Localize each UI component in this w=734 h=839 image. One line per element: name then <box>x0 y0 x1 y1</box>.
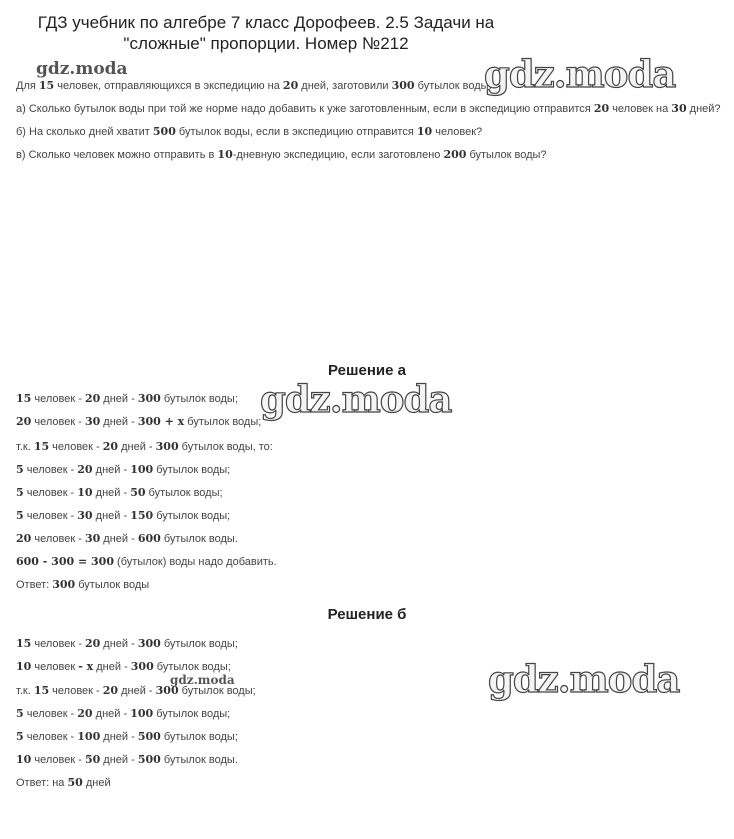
math-number: 300 <box>137 637 161 650</box>
math-number: 10 <box>217 148 233 161</box>
text-span: бутылок воды; <box>160 731 238 743</box>
math-number: 500 <box>152 125 176 138</box>
math-number: 10 <box>77 486 93 499</box>
text-span: (бутылок) воды надо добавить. <box>114 556 277 568</box>
math-number: 300 <box>391 79 415 92</box>
math-number: 300 <box>130 660 154 673</box>
text-span: человек - <box>31 533 85 545</box>
math-number: 600 - 300 = 300 <box>16 555 114 568</box>
text-span: бутылок воды; <box>153 661 231 673</box>
math-number: 300 <box>137 392 161 405</box>
text-span: человек? <box>432 126 483 138</box>
text-span: бутылок воды; <box>153 464 231 476</box>
math-number: 20 <box>84 637 101 650</box>
watermark-logo: gdz.moda <box>260 377 452 421</box>
problem-line <box>16 79 492 92</box>
text-span: человек на <box>609 103 672 115</box>
text-span: в) Сколько человек можно отправить в <box>16 149 218 161</box>
math-number: 100 <box>130 463 154 476</box>
math-number: 10 <box>16 753 32 766</box>
math-number: 100 <box>77 730 101 743</box>
text-span: бутылок воды? <box>466 149 547 161</box>
text-span: бутылок воды; <box>184 416 262 428</box>
text-span: человек - <box>31 638 85 650</box>
solution-line <box>16 555 277 568</box>
math-number: 200 <box>443 148 467 161</box>
text-span: человек - <box>31 416 85 428</box>
page-title-line-2: "сложные" пропорции. Номер №212 <box>123 34 409 53</box>
math-number: 5 <box>16 509 24 522</box>
math-number: 5 <box>16 463 24 476</box>
solution-line <box>16 392 238 405</box>
text-span: дней? <box>686 103 721 115</box>
text-span: бутылок воды; <box>153 510 231 522</box>
solution-answer <box>16 578 149 591</box>
problem-line <box>16 102 721 115</box>
math-number: 30 <box>671 102 687 115</box>
text-span: дней - <box>100 638 138 650</box>
math-number: 20 <box>102 684 119 697</box>
text-span: человек - <box>23 464 78 476</box>
math-number: 20 <box>84 392 101 405</box>
text-span: бутылок воды; <box>178 685 256 697</box>
solution-line <box>16 532 238 545</box>
page-title-line-1: ГДЗ учебник по алгебре 7 класс Дорофеев. 2.5 Задачи на <box>37 13 495 32</box>
problem-line <box>16 148 547 161</box>
text-span: бутылок воды, если в экспедицию отправится <box>175 126 417 138</box>
solution-answer <box>16 776 111 789</box>
math-number: 500 <box>137 730 161 743</box>
text-span: бутылок воды, то: <box>178 441 273 453</box>
text-span: а) Сколько бутылок воды при той же норме надо добавить к уже заготовленным, если в экспедицию отправится <box>16 103 594 115</box>
math-number: 300 + x <box>137 415 185 428</box>
math-number: 5 <box>16 707 24 720</box>
text-span: бутылок воды; <box>160 638 238 650</box>
math-number: 30 <box>84 532 101 545</box>
text-span: дней - <box>100 393 138 405</box>
text-span: дней - <box>100 754 138 766</box>
text-span: человек - <box>23 510 78 522</box>
math-number: 30 <box>84 415 101 428</box>
text-span: дней - <box>92 708 131 720</box>
text-span: т.к. <box>16 441 34 453</box>
math-number: 20 <box>77 707 93 720</box>
math-number: 300 <box>155 440 179 453</box>
solution-line <box>16 486 223 499</box>
text-span: человек - <box>49 685 103 697</box>
watermark-logo: gdz.moda <box>170 673 235 687</box>
page-title <box>0 12 532 54</box>
math-number: 15 <box>16 392 32 405</box>
math-number: 20 <box>16 415 32 428</box>
math-number: 300 <box>52 578 76 591</box>
text-span: бутылок воды. <box>160 754 238 766</box>
text-span: дней, заготовили <box>298 80 392 92</box>
math-number: 600 <box>137 532 161 545</box>
problem-line <box>16 125 482 138</box>
math-number: 20 <box>282 79 299 92</box>
text-span: бутылок воды. <box>160 533 238 545</box>
text-span: Ответ: на <box>16 777 68 789</box>
math-number: 100 <box>130 707 154 720</box>
math-number: 50 <box>67 776 83 789</box>
text-span: -дневную экспедицию, если заготовлено <box>232 149 444 161</box>
math-number: 50 <box>84 753 101 766</box>
solution-line <box>16 707 230 720</box>
math-number: 150 <box>130 509 154 522</box>
math-number: 5 <box>16 730 24 743</box>
text-span: дней - <box>92 510 131 522</box>
text-span: бутылок воды <box>75 579 150 591</box>
text-span: бутылок воды; <box>153 708 231 720</box>
text-span: дней <box>82 777 111 789</box>
text-span: человек - <box>31 754 85 766</box>
text-span: бутылок воды; <box>145 487 223 499</box>
math-number: 20 <box>16 532 32 545</box>
text-span: человек - <box>23 708 78 720</box>
math-number: 30 <box>77 509 93 522</box>
solution-a-heading: Решение а <box>328 362 406 379</box>
math-number: 20 <box>102 440 119 453</box>
math-number: 20 <box>593 102 610 115</box>
math-number: 500 <box>137 753 161 766</box>
text-span: б) На сколько дней хватит <box>16 126 153 138</box>
text-span: дней - <box>92 464 131 476</box>
text-span: Ответ: <box>16 579 53 591</box>
solution-line <box>16 415 261 428</box>
math-number: 5 <box>16 486 24 499</box>
text-span: человек, отправляющихся в экспедицию на <box>54 80 283 92</box>
text-span: человек <box>31 661 79 673</box>
text-span: дней - <box>118 685 156 697</box>
text-span: дней - <box>100 416 138 428</box>
text-span: дней - <box>100 731 138 743</box>
math-number: 10 <box>16 660 32 673</box>
text-span: дней - <box>118 441 156 453</box>
text-span: Для <box>16 80 39 92</box>
math-number: 15 <box>38 79 55 92</box>
text-span: человек - <box>49 441 103 453</box>
math-number: 300 <box>155 684 179 697</box>
math-number: 15 <box>33 684 50 697</box>
watermark-logo: gdz.moda <box>484 52 676 96</box>
solution-line <box>16 637 238 650</box>
watermark-logo: gdz.moda <box>488 657 680 701</box>
text-span: человек - <box>31 393 85 405</box>
text-span: бутылок воды; <box>160 393 238 405</box>
solution-line <box>16 509 230 522</box>
solution-line <box>16 753 238 766</box>
math-number: 50 <box>130 486 146 499</box>
solution-line <box>16 440 273 453</box>
watermark-logo: gdz.moda <box>36 59 128 79</box>
math-number: 15 <box>33 440 50 453</box>
text-span: бутылок воды. <box>414 80 492 92</box>
text-span: т.к. <box>16 685 34 697</box>
solution-line <box>16 463 230 476</box>
solution-b-heading: Решение б <box>327 606 407 623</box>
solution-line <box>16 660 231 673</box>
math-number: 20 <box>77 463 93 476</box>
text-span: дней - <box>100 533 138 545</box>
math-number: - x <box>78 660 94 673</box>
text-span: человек - <box>23 731 78 743</box>
text-span: человек - <box>23 487 78 499</box>
text-span: дней - <box>93 661 131 673</box>
math-number: 10 <box>416 125 433 138</box>
solution-line <box>16 730 238 743</box>
math-number: 15 <box>16 637 32 650</box>
text-span: дней - <box>92 487 131 499</box>
